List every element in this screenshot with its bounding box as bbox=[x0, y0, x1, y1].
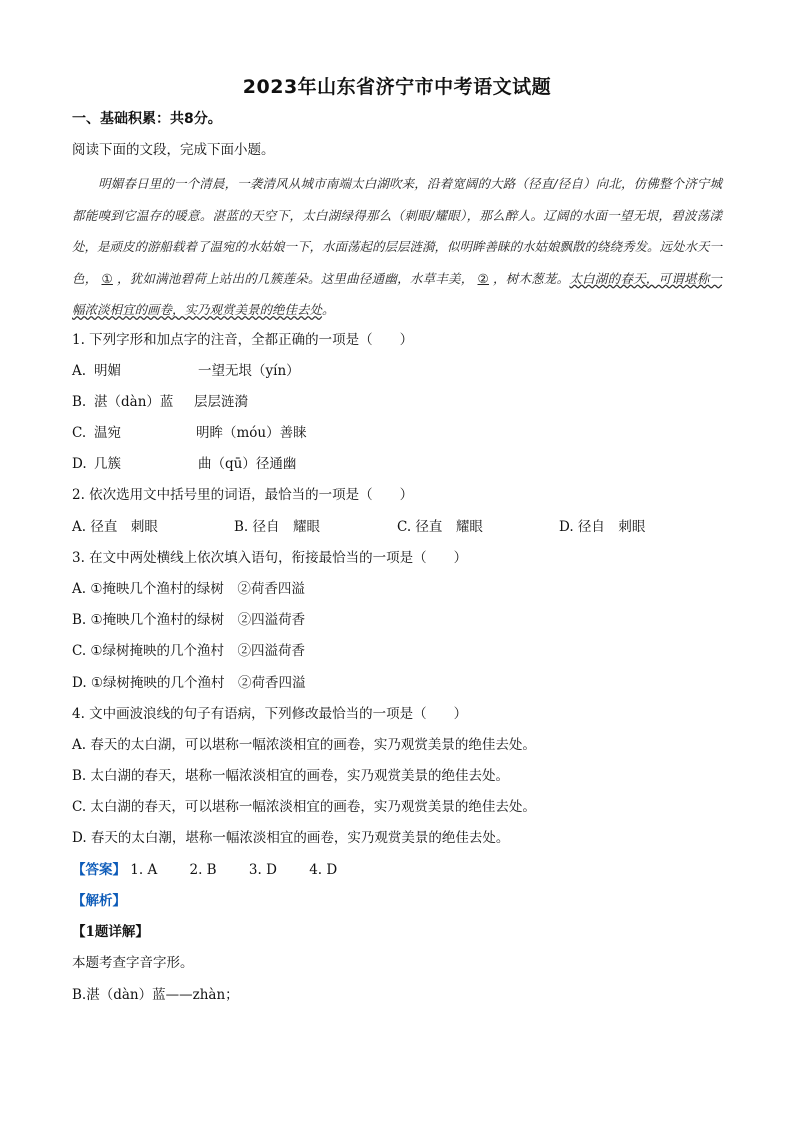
detail-text-1: 本题考查字音字形。 bbox=[72, 955, 194, 971]
wavy-underlined-sentence: 太白湖的春天，可谓堪称一幅浓淡相宜的画卷，实乃观赏美景的绝佳去处 bbox=[72, 270, 722, 317]
blank-2: ② bbox=[477, 270, 489, 286]
q3-option-b: B. ①掩映几个渔村的绿树 ②四溢荷香 bbox=[72, 612, 306, 628]
q3-option-d: D. ①绿树掩映的几个渔村 ②荷香四溢 bbox=[72, 675, 306, 691]
answer-tag: 【答案】 bbox=[72, 862, 126, 878]
q2-option-c: C. 径直 耀眼 bbox=[397, 519, 483, 535]
q2-option-b: B. 径自 耀眼 bbox=[234, 519, 321, 535]
page-title: 2023年山东省济宁市中考语文试题 bbox=[242, 76, 552, 98]
answer-item: 3. D bbox=[248, 862, 277, 878]
q1-option-b: B. 湛（dàn）蓝 层层涟漪 bbox=[72, 394, 248, 410]
q1-option-d: D. 几簇 曲（qū）径通幽 bbox=[72, 456, 297, 472]
q2-option-a: A. 径直 刺眼 bbox=[72, 519, 158, 535]
q4-option-a: A. 春天的太白湖，可以堪称一幅浓淡相宜的画卷，实乃观赏美景的绝佳去处。 bbox=[72, 737, 536, 753]
question-4-stem: 4. 文中画波浪线的句子有语病，下列修改最恰当的一项是（ ） bbox=[72, 706, 468, 722]
q4-option-b: B. 太白湖的春天，堪称一幅浓淡相宜的画卷，实乃观赏美景的绝佳去处。 bbox=[72, 768, 510, 784]
q2-option-d: D. 径自 刺眼 bbox=[559, 519, 646, 535]
detail-1-heading: 【1题详解】 bbox=[72, 924, 149, 940]
passage-part-2: ，犹如满池碧荷上站出的几簇莲朵。这里曲径通幽，水草丰美， bbox=[116, 270, 474, 286]
reading-passage bbox=[72, 168, 722, 326]
blank-1: ① bbox=[101, 270, 113, 286]
section-heading: 一、基础积累：共8分。 bbox=[72, 111, 222, 127]
answer-item: 1. A bbox=[130, 862, 158, 878]
q1-option-a: A. 明媚 一望无垠（yín） bbox=[72, 363, 300, 379]
answer-item: 2. B bbox=[189, 862, 217, 878]
passage-part-1: 明媚春日里的一个清晨，一袭清风从城市南端太白湖吹来，沿着宽阔的大路（径直/径自）向北，仿佛整个济宁城都能嗅到它温存的暖意。湛蓝的天空下，太白湖绿得那么（刺眼/耀眼），那么醉人。辽阔的水面一望无垠，碧波荡漾处，是顽皮的游船载着了温宛的水姑娘一下，水面荡起的层层涟漪，似明眸善睐的水姑娘飘散的绕绕秀发。远处水天一色， bbox=[72, 176, 723, 286]
q1-option-c: C. 温宛 明眸（móu）善睐 bbox=[72, 425, 307, 441]
question-2-stem: 2. 依次选用文中括号里的词语，最恰当的一项是（ ） bbox=[72, 487, 414, 503]
q2-options bbox=[72, 515, 645, 535]
question-1-stem: 1. 下列字形和加点字的注音，全都正确的一项是（ ） bbox=[72, 332, 414, 348]
q3-option-a: A. ①掩映几个渔村的绿树 ②荷香四溢 bbox=[72, 581, 305, 597]
analysis-heading: 【解析】 bbox=[72, 893, 126, 909]
q4-option-d: D. 春天的太白潮，堪称一幅浓淡相宜的画卷，实乃观赏美景的绝佳去处。 bbox=[72, 830, 510, 846]
question-3-stem: 3. 在文中两处横线上依次填入语句，衔接最恰当的一项是（ ） bbox=[72, 550, 468, 566]
q4-option-c: C. 太白湖的春天，可以堪称一幅浓淡相宜的画卷，实乃观赏美景的绝佳去处。 bbox=[72, 799, 536, 815]
passage-part-3: ，树木葱茏。 bbox=[492, 270, 570, 286]
reading-intro: 阅读下面的文段，完成下面小题。 bbox=[72, 142, 275, 158]
passage-end: 。 bbox=[322, 302, 335, 317]
q3-option-c: C. ①绿树掩映的几个渔村 ②四溢荷香 bbox=[72, 643, 306, 659]
detail-text-2: B.湛（dàn）蓝——zhàn； bbox=[72, 987, 239, 1003]
answer-item: 4. D bbox=[309, 862, 338, 878]
answer-line bbox=[72, 858, 365, 878]
